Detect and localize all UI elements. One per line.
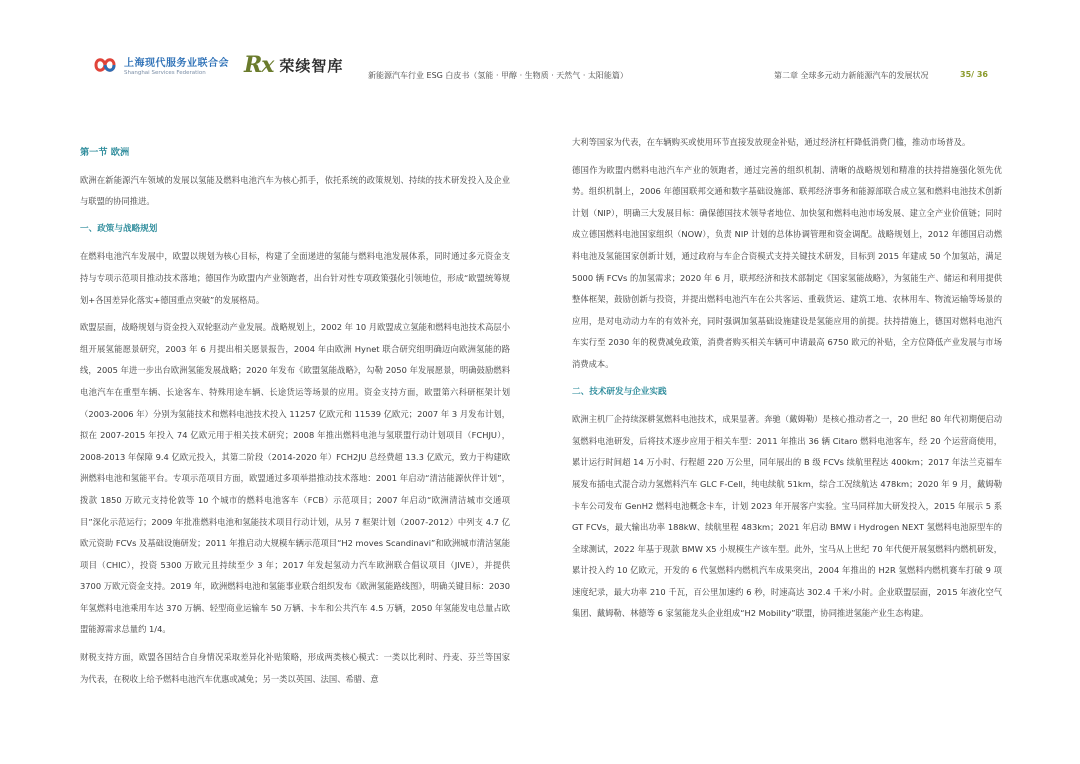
paragraph: 财税支持方面，欧盟各国结合自身情况采取差异化补贴策略，形成两类核心模式：一类以比利时、丹麦、芬兰等国家为代表，在税收上给予燃料电池汽车优惠或减免；另一类以英国、法国、希腊、意 — [80, 652, 510, 684]
subsection-title-rnd: 二、技术研发与企业实践 — [572, 386, 667, 397]
paragraph: 在燃料电池汽车发展中，欧盟以规划为核心目标，构建了全面递进的氢能与燃料电池发展体系，同时通过多元资金支持与专项示范项目推动技术落地；德国作为欧盟内产业领跑者，出台针对性专项政策强化引领地位，形成“欧盟统筹规划+各国差异化落实+德国重点突破”的发展格局。 — [80, 251, 510, 305]
section-title: 第一节 欧洲 — [80, 147, 130, 158]
org-name-en: Shanghai Services Federation — [124, 70, 206, 76]
paragraph: 欧洲主机厂企持续深耕氢燃料电池技术，成果显著。奔驰（戴姆勒）是核心推动者之一，20 世纪 80 年代初期便启动氢燃料电池研发，后将技术逐步应用于相关车型：2011 年推出 36 辆 Citaro 燃料电池客车，经 20 个运营商使用，累计运行时间超 14 万小时、行程超 220 万公里，同年展出的 B 级 FCVs 续航里程达 400km；2017 年法兰克福车展发布插电式混合动力氢燃料汽车 GLC F-Cell，纯电续航 51km，综合工况续航达 478km；2020 年 9 月，戴姆勒卡车公司发布 GenH2 燃料电池概念卡车，计划 2023 年开展客户实验。宝马同样加大研发投入，2015 年展示 5 系 GT FCVs，最大输出功率 188kW、续航里程 483km；2021 年启动 BMW i Hydrogen NEXT 氢燃料电池原型车的全球测试，2022 年基于现款 BMW X5 小规模生产该车型。此外，宝马从上世纪 70 年代便开展氢燃料内燃机研发，累计投入约 10 亿欧元，开发的 6 代氢燃料内燃机汽车成果突出，2004 年推出的 H2R 氢燃料内燃机赛车打破 9 项速度纪录，最大功率 210 千瓦，百公里加速约 6 秒，时速高达 302.4 千米/小时。企业联盟层面，2015 年液化空气集团、戴姆勒、林德等 6 家氢能龙头企业组成“H2 Mobility”联盟，协同推进氢能产业生态构建。 — [572, 414, 1002, 619]
paragraph: 欧盟层面，战略规划与资金投入双轮驱动产业发展。战略规划上，2002 年 10 月欧盟成立氢能和燃料电池技术高层小组开展氢能愿景研究，2003 年 6 月提出相关愿景报告，2004 年由欧洲 Hynet 联合研究组明确迈向欧洲氢能的路线，2005 年进一步出台欧洲氢能发展战略；2020 年发布《欧盟氢能战略》，勾勒 2050 年发展愿景，明确鼓励燃料电池汽车在重型车辆、长途客车、特殊用途车辆、长途货运等场景的应用。资金支持方面，欧盟第六科研框架计划（2003-2006 年）分别为氢能技术和燃料电池技术投入 11257 亿欧元和 11539 亿欧元；2007 年 3 月发布计划，拟在 2007-2015 年投入 74 亿欧元用于相关技术研究；2008 年推出燃料电池与氢联盟行动计划项目（FCHJU），2008-2013 年保障 9.4 亿欧元投入，其第二阶段（2014-2020 年）FCH2JU 总经费超 13.3 亿欧元，致力于构建欧洲燃料电池和氢能平台。专项示范项目方面，欧盟通过多项举措推动技术落地：2001 年启动“清洁能源伙伴计划”，拨款 1850 万欧元支持伦敦等 10 个城市的燃料电池客车（FCB）示范项目；2007 年启动“欧洲清洁城市交通项目”深化示范运行；2009 年批准燃料电池和氢能技术项目行动计划，从另 7 框架计划（2007-2012）中列支 4.7 亿欧元资助 FCVs 及基础设施研发；2011 年推启动大规模车辆示范项目“H2 moves Scandinavi”和欧洲城市清洁氢能项目（CHIC），投资 5300 万欧元且持续至少 3 年；2017 年发起氢动力汽车欧洲联合倡议项目（JIVE），并提供 3700 万欧元资金支持。2019 年，欧洲燃料电池和氢能事业联合组织发布《欧洲氢能路线图》，明确关键目标：2030 年氢燃料电池乘用车达 370 万辆、轻型商业运输车 50 万辆、卡车和公共汽车 4.5 万辆，2050 年氢能发电总量占欧盟能源需求总量约 1/4。 — [80, 322, 510, 635]
brand-mark: Rx — [244, 52, 274, 78]
subsection-title-policy: 一、政策与战略规划 — [80, 223, 158, 234]
infinity-logo-icon — [92, 52, 118, 78]
report-title: 新能源汽车行业 ESG 白皮书（氢能 · 甲醇 · 生物质 · 天然气 · 太阳能篇） — [368, 71, 628, 80]
org-logo — [92, 52, 229, 78]
paragraph: 德国作为欧盟内燃料电池汽车产业的领跑者，通过完善的组织机制、清晰的战略规划和精准的扶持措施强化领先优势。组织机制上，2006 年德国联邦交通和数字基础设施部、联邦经济事务和能源部联合成立氢和燃料电池技术创新计划（NIP），明确三大发展目标：确保德国技术领导者地位、加快氢和燃料电池市场发展、建立全产业价值链；同时成立德国燃料电池国家组织（NOW），负责 NIP 计划的总体协调管理和资金调配。战略规划上，2012 年德国启动燃料电池及氢能国家创新计划，通过政府与车企合资模式支持关键技术研发，目标到 2015 年建成 50 个加氢站，满足 5000 辆 FCVs 的加氢需求；2020 年 6 月，联邦经济和技术部制定《国家氢能战略》，为氢能生产、储运和利用提供整体框架，鼓励创新与投资，并提出燃料电池汽车在公共客运、重载货运、建筑工地、农林用车、物流运输等场景的应用，是对电动动力车的有效补充，同时强调加氢基础设施建设是氢能应用的前提。扶持措施上，德国对燃料电池汽车实行至 2030 年的税费减免政策，消费者购买相关车辆可申请最高 6750 欧元的补贴，全方位降低产业发展与市场消费成本。 — [572, 164, 1002, 369]
brand-logo — [244, 52, 343, 78]
page-header — [0, 0, 1080, 110]
org-name-cn: 上海现代服务业联合会 — [124, 58, 229, 69]
left-column — [80, 136, 510, 696]
page-number: 35/ 36 — [960, 70, 988, 79]
right-column — [572, 132, 1002, 631]
brand-name: 荣续智库 — [279, 56, 344, 75]
intro-paragraph: 欧洲在新能源汽车领域的发展以氢能及燃料电池汽车为核心抓手，依托系统的政策规划、持续的技术研发投入及企业与联盟的协同推进。 — [80, 174, 510, 207]
chapter-title: 第二章 全球多元动力新能源汽车的发展状况 — [774, 71, 929, 80]
paragraph: 大利等国家为代表，在车辆购买或使用环节直接发放现金补贴，通过经济杠杆降低消费门槛，推动市场普及。 — [572, 137, 971, 147]
